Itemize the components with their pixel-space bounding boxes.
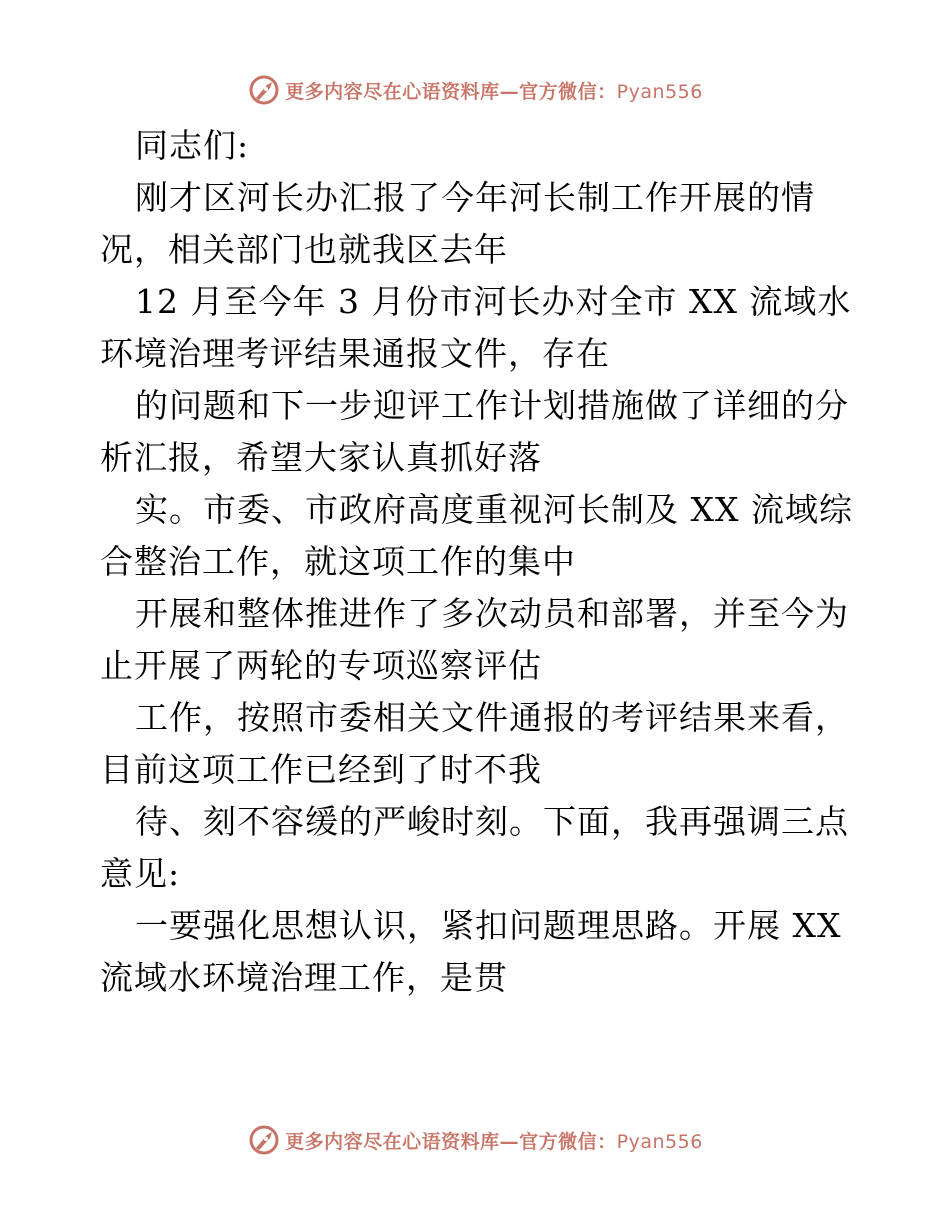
watermark-text: 更多内容尽在心语资料库—官方微信：Pyan556 xyxy=(285,80,703,103)
paragraph-line: 待、刻不容缓的严峻时刻。下面，我再强调三点 xyxy=(135,802,849,841)
paragraph-line: 开展和整体推进作了多次动员和部署，并至今为 xyxy=(135,594,849,633)
header-watermark-banner xyxy=(0,70,950,110)
document-body xyxy=(100,120,860,1004)
paragraph-line: 意见: xyxy=(100,854,181,893)
paragraph-line: 环境治理考评结果通报文件，存在 xyxy=(100,334,610,373)
paragraph-line: 合整治工作，就这项工作的集中 xyxy=(100,542,576,581)
paragraph-line: 析汇报，希望大家认真抓好落 xyxy=(100,438,542,477)
pen-nib-logo-icon xyxy=(247,73,281,107)
paragraph-line: 目前这项工作已经到了时不我 xyxy=(100,750,542,789)
paragraph-line: 止开展了两轮的专项巡察评估 xyxy=(100,646,542,685)
paragraph-line: 刚才区河长办汇报了今年河长制工作开展的情 xyxy=(135,178,815,217)
paragraph-line: 流域水环境治理工作，是贯 xyxy=(100,958,508,997)
paragraph-line: 工作，按照市委相关文件通报的考评结果来看， xyxy=(135,698,849,737)
paragraph-line: 的问题和下一步迎评工作计划措施做了详细的分 xyxy=(135,386,849,425)
paragraph-line: 实。市委、市政府高度重视河长制及 XX 流域综 xyxy=(135,490,853,529)
paragraph-line: 况，相关部门也就我区去年 xyxy=(100,230,508,269)
watermark-text: 更多内容尽在心语资料库—官方微信：Pyan556 xyxy=(285,1130,703,1153)
footer-watermark-banner xyxy=(0,1120,950,1160)
pen-nib-logo-icon xyxy=(247,1123,281,1157)
paragraph-line: 一要强化思想认识，紧扣问题理思路。开展 XX xyxy=(135,906,842,945)
paragraph-line: 12 月至今年 3 月份市河长办对全市 XX 流域水 xyxy=(135,282,852,321)
salutation-line: 同志们: xyxy=(135,126,250,165)
